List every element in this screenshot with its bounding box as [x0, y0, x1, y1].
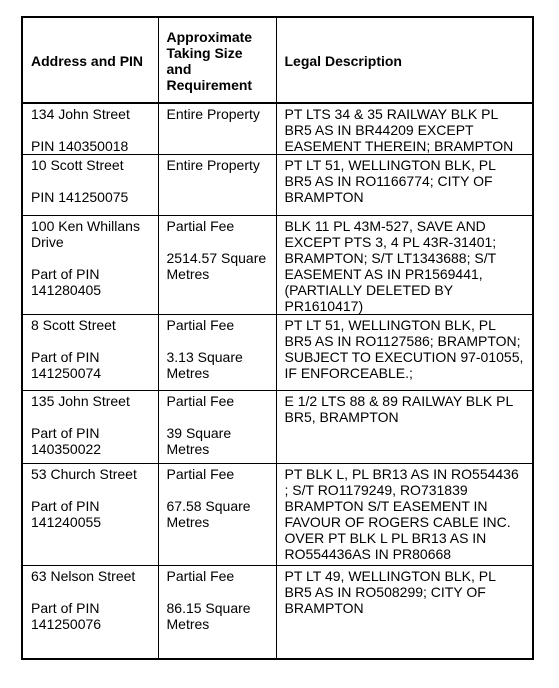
address-cell: [22, 566, 158, 660]
table-row: [22, 566, 533, 660]
legal-description: PT LT 49, WELLINGTON BLK, PL BR5 AS IN RO508299; CITY OF BRAMPTON: [284, 568, 496, 616]
header-legal-description: Legal Description: [276, 17, 533, 103]
address: 135 John Street: [31, 393, 130, 409]
header-row: [22, 17, 533, 103]
taking-size: 86.15 Square Metres: [166, 600, 251, 632]
table-row: [22, 315, 533, 391]
requirement: Entire Property: [166, 106, 260, 122]
legal-description: E 1/2 LTS 88 & 89 RAILWAY BLK PL BR5, BRAMPTON: [284, 393, 513, 425]
address-cell: [22, 103, 158, 155]
address: 53 Church Street: [31, 466, 137, 482]
legal-description: BLK 11 PL 43M-527, SAVE AND EXCEPT PTS 3, 4 PL 43R-31401; BRAMPTON; S/T LT1343688; S/T EASEMENT AS IN PR1569441, (PARTIALLY DELETED BY PR1610417): [284, 218, 497, 314]
pin: Part of PIN 141250076: [31, 600, 102, 632]
table-row: [22, 464, 533, 566]
legal-cell: [276, 315, 533, 391]
address: 10 Scott Street: [31, 157, 124, 173]
requirement: Partial Fee: [166, 568, 235, 584]
address: 8 Scott Street: [31, 317, 116, 333]
requirement: Partial Fee: [166, 218, 235, 234]
legal-description: PT BLK L, PL BR13 AS IN RO554436 ; S/T RO1179249, RO731839 BRAMPTON S/T EASEMENT IN FAVOUR OF ROGERS CABLE INC. OVER PT BLK L PL BR13 AS IN RO554436AS IN PR80668: [284, 466, 519, 562]
header-taking-size: Approximate Taking Size and Requirement: [158, 17, 276, 103]
pin: Part of PIN 141280405: [31, 266, 102, 298]
pin: PIN 140350018: [31, 138, 129, 154]
requirement-cell: [158, 315, 276, 391]
pin: Part of PIN 141250074: [31, 349, 102, 381]
table-row: [22, 391, 533, 464]
pin: PIN 141250075: [31, 189, 129, 205]
legal-description: PT LTS 34 & 35 RAILWAY BLK PL BR5 AS IN BR44209 EXCEPT EASEMENT THEREIN; BRAMPTON: [284, 106, 514, 154]
table-row: [22, 216, 533, 315]
requirement-cell: [158, 216, 276, 315]
requirement: Partial Fee: [166, 466, 235, 482]
requirement: Partial Fee: [166, 393, 235, 409]
table-row: [22, 103, 533, 155]
requirement-cell: [158, 155, 276, 216]
requirement-cell: [158, 464, 276, 566]
legal-cell: [276, 155, 533, 216]
taking-size: 3.13 Square Metres: [166, 349, 243, 381]
address-cell: [22, 391, 158, 464]
legal-description: PT LT 51, WELLINGTON BLK, PL BR5 AS IN RO1127586; BRAMPTON; SUBJECT TO EXECUTION 97-01055, IF ENFORCEABLE.;: [284, 317, 524, 381]
header-address-pin: Address and PIN: [22, 17, 158, 103]
address: 134 John Street: [31, 106, 130, 122]
legal-cell: [276, 566, 533, 660]
pin: Part of PIN 141240055: [31, 498, 102, 530]
taking-size: 2514.57 Square Metres: [166, 250, 267, 282]
table-row: [22, 155, 533, 216]
address-cell: [22, 464, 158, 566]
requirement-cell: [158, 566, 276, 660]
requirement-cell: [158, 391, 276, 464]
legal-cell: [276, 391, 533, 464]
requirement: Partial Fee: [166, 317, 235, 333]
legal-cell: [276, 216, 533, 315]
address-cell: [22, 315, 158, 391]
property-table: [21, 16, 534, 660]
taking-size: 67.58 Square Metres: [166, 498, 251, 530]
address: 63 Nelson Street: [31, 568, 136, 584]
address-cell: [22, 155, 158, 216]
legal-cell: [276, 103, 533, 155]
legal-description: PT LT 51, WELLINGTON BLK, PL BR5 AS IN RO1166774; CITY OF BRAMPTON: [284, 157, 496, 205]
requirement: Entire Property: [166, 157, 260, 173]
pin: Part of PIN 140350022: [31, 425, 102, 457]
address: 100 Ken Whillans Drive: [31, 218, 140, 250]
taking-size: 39 Square Metres: [166, 425, 232, 457]
legal-cell: [276, 464, 533, 566]
address-cell: [22, 216, 158, 315]
requirement-cell: [158, 103, 276, 155]
